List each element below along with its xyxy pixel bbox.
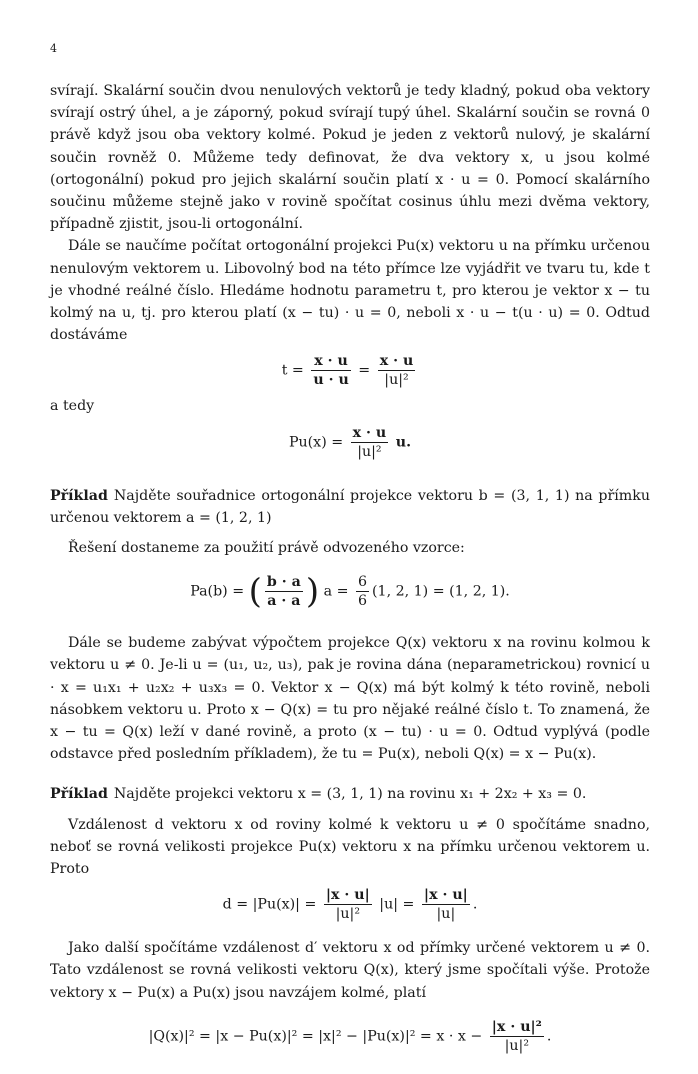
example-2-title: Příklad xyxy=(50,786,108,803)
eq1-den2: |u|² xyxy=(384,372,409,389)
eq5-fraction xyxy=(490,1018,544,1055)
eq3-mid: a = xyxy=(323,583,349,600)
equation-projection xyxy=(50,424,650,461)
eq1-den1: u · u xyxy=(313,372,349,389)
example-1-text: Najděte souřadnice ortogonální projekce vektoru b = (3, 1, 1) na přímku určenou vektorem a = (1, 2, 1) xyxy=(50,487,650,526)
eq3-rhs: (1, 2, 1) = (1, 2, 1). xyxy=(372,583,510,600)
right-paren: ) xyxy=(305,571,320,612)
paragraph-line-distance: Jako další spočítáme vzdálenost d′ vektoru x od přímky určené vektorem u ≠ 0. Tato vzdálenost se rovná velikosti vektoru Q(x), který jsme spočítali výše. Protože vektory x − Pu(x) a Pu(x) jsou navzájem kolmé, platí xyxy=(50,940,650,1001)
eq5-den: |u|² xyxy=(504,1037,530,1054)
eq1-lhs: t = xyxy=(281,362,304,379)
eq2-num: x · u xyxy=(352,424,387,441)
eq5-lhs: |Q(x)|² = |x − Pu(x)|² = |x|² − |Pu(x)|² = x · x − xyxy=(148,1028,483,1045)
eq1-equals: = xyxy=(358,362,371,379)
text-a-tedy: a tedy xyxy=(50,398,95,415)
equation-q xyxy=(50,1018,650,1055)
eq3-den: a · a xyxy=(267,593,301,610)
paragraph-orthogonality: svírají. Skalární součin dvou nenulových vektorů je tedy kladný, pokud oba vektory svírají ostrý úhel, a je záporný, pokud svírají tupý úhel. Skalární součin se rovná 0 právě když jsou oba vektory kolmé. Pokud je jeden z vektorů nulový, je skalární součin rovněž 0. Můžeme tedy definovat, že dva vektory x, u jsou kolmé (ortogonální) pokud pro jejich skalární součin platí x · u = 0. Pomocí skalárního součinu můžeme stejně jako v rovině spočítat cosinus úhlu mezi dvěma vektory, případně zjistit, jsou-li ortogonální. xyxy=(50,83,650,233)
equation-example-1 xyxy=(50,573,650,610)
example-1-solution: Řešení dostaneme za použití právě odvozeného vzorce: xyxy=(68,540,465,557)
document-body xyxy=(50,40,650,1061)
eq4-mid: |u| = xyxy=(379,896,415,913)
eq1-num2: x · u xyxy=(379,353,414,370)
eq2-lhs: Pu(x) = xyxy=(288,434,344,451)
eq3-fraction-2 xyxy=(356,573,369,610)
equation-distance xyxy=(50,886,650,923)
equation-t xyxy=(50,352,650,389)
example-1 xyxy=(50,485,650,529)
eq5-end: . xyxy=(546,1028,552,1045)
eq4-den2: |u| xyxy=(436,906,456,923)
eq1-fraction-2 xyxy=(378,352,416,389)
eq3-lhs: Pa(b) = xyxy=(190,583,245,600)
eq3-fraction xyxy=(265,573,303,610)
eq3-num: b · a xyxy=(266,574,301,591)
eq3-den2: 6 xyxy=(357,593,368,610)
eq3-num2: 6 xyxy=(357,574,368,591)
eq2-den: |u|² xyxy=(357,443,382,460)
eq1-num1: x · u xyxy=(311,352,350,371)
paragraph-distance: Vzdálenost d vektoru x od roviny kolmé k vektoru u ≠ 0 spočítáme snadno, neboť se rovná velikosti projekce Pu(x) vektoru x na přímku určenou vektorem u. Proto xyxy=(50,816,650,878)
example-2-text: Najděte projekci vektoru x = (3, 1, 1) na rovinu x₁ + 2x₂ + x₃ = 0. xyxy=(113,786,587,803)
eq4-fraction-2 xyxy=(422,886,470,923)
left-paren: ( xyxy=(248,571,262,612)
eq4-den: |u|² xyxy=(335,906,361,923)
eq4-end: . xyxy=(472,896,478,913)
example-2 xyxy=(50,783,650,805)
eq4-lhs: d = |Pu(x)| = xyxy=(222,896,317,913)
eq4-num: |x · u| xyxy=(325,887,370,904)
eq4-num2: |x · u| xyxy=(423,887,468,904)
eq2-rhs: u. xyxy=(395,434,412,451)
eq2-fraction xyxy=(351,424,389,461)
paragraph-projection: Dále se naučíme počítat ortogonální projekci Pu(x) vektoru u na přímku určenou nenulovým vektorem u. Libovolný bod na této přímce lze vyjádřit ve tvaru tu, kde t je vhodné reálné číslo. Hledáme hodnotu parametru t, pro kterou je vektor x − tu kolmý na u, tj. pro kterou platí (x − tu) · u = 0, neboli x · u − t(u · u) = 0. Odtud dostáváme xyxy=(50,238,650,344)
eq5-num: |x · u|² xyxy=(491,1018,542,1035)
eq4-fraction xyxy=(324,886,372,923)
page-number: 4 xyxy=(50,42,57,55)
example-1-title: Příklad xyxy=(50,487,108,504)
eq1-fraction-1 xyxy=(311,352,350,389)
paragraph-plane-projection: Dále se budeme zabývat výpočtem projekce Q(x) vektoru x na rovinu kolmou k vektoru u ≠ 0. Je-li u = (u₁, u₂, u₃), pak je rovina dána (neparametrickou) rovnicí u · x = u₁x₁ + u₂x₂ + u₃x₃ = 0. Vektor x − Q(x) má být kolmý k této rovině, neboli násobkem vektoru u. Proto x − Q(x) = tu pro nějaké reálné číslo t. To znamená, že x − tu = Q(x) leží v dané rovině, a proto (x − tu) · u = 0. Odtud vyplývá (podle odstavce před posledním příkladem), že tu = Pu(x), neboli Q(x) = x − Pu(x). xyxy=(50,635,650,763)
